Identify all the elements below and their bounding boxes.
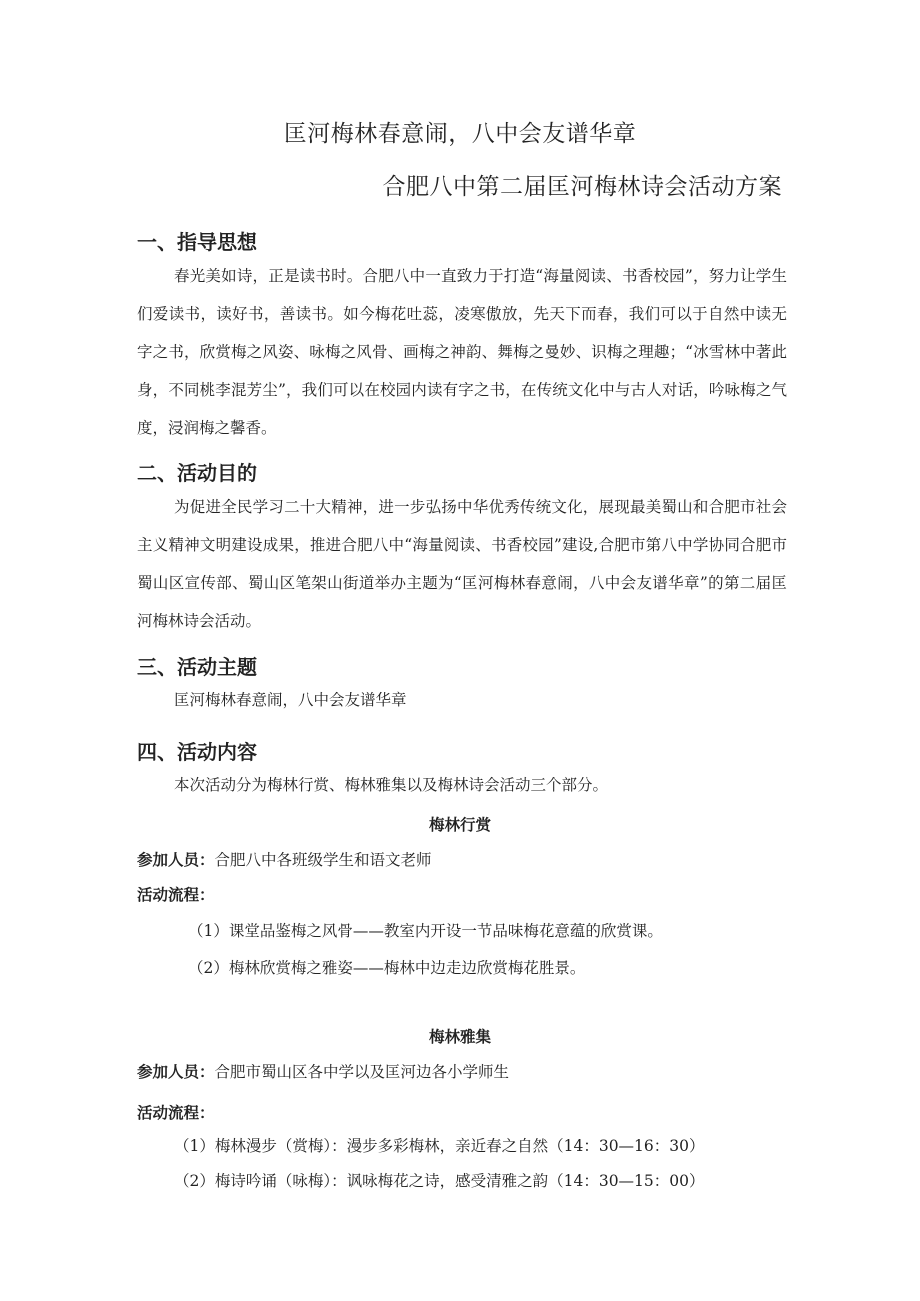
participants-label: 参加人员： xyxy=(137,1063,215,1081)
section-body-purpose: 为促进全民学习二十大精神，进一步弘扬中华优秀传统文化，展现最美蜀山和合肥市社会主义精神文明建设成果，推进合肥八中“海量阅读、书香校园”建设,合肥市第八中学协同合肥市蜀山区宣传部、蜀山区笔架山街道举办主题为“匡河梅林春意闹，八中会友谱华章”的第二届匡河梅林诗会活动。 xyxy=(137,498,787,630)
document-title: 匡河梅林春意闹，八中会友谱华章 xyxy=(283,121,637,147)
participants-value: 合肥市蜀山区各中学以及匡河边各小学师生 xyxy=(214,1063,510,1081)
part-title-plum-gathering: 梅林雅集 xyxy=(428,1028,491,1046)
section-body-guiding-thought: 春光美如诗，正是读书时。合肥八中一直致力于打造“海量阅读、书香校园”，努力让学生们爱读书，读好书，善读书。如今梅花吐蕊，凌寒傲放，先天下而春，我们可以于自然中读无字之书，欣赏梅之风姿、咏梅之风骨、画梅之神韵、舞梅之曼妙、识梅之理趣；“冰雪林中著此身，不同桃李混芳尘”，我们可以在校园内读有字之书，在传统文化中与古人对话，吟咏梅之气度，浸润梅之馨香。 xyxy=(137,267,787,437)
part-title-plum-walk: 梅林行赏 xyxy=(428,816,491,834)
section-heading-purpose: 二、活动目的 xyxy=(137,461,257,485)
process-step: （1）梅林漫步（赏梅）：漫步多彩梅林，亲近春之自然（14：30—16：30） xyxy=(174,1137,705,1155)
section-body-theme: 匡河梅林春意闹，八中会友谱华章 xyxy=(174,691,407,709)
document-subtitle: 合肥八中第二届匡河梅林诗会活动方案 xyxy=(382,174,782,200)
process-label: 活动流程： xyxy=(137,1104,215,1122)
section-heading-content: 四、活动内容 xyxy=(137,740,257,764)
section-heading-theme: 三、活动主题 xyxy=(137,655,257,679)
process-step: （1）课堂品鉴梅之风骨——教室内开设一节品味梅花意蕴的欣赏课。 xyxy=(188,922,663,940)
process-label: 活动流程： xyxy=(137,886,215,904)
participants-line xyxy=(137,1060,509,1082)
process-step: （2）梅诗吟诵（咏梅）：讽咏梅花之诗，感受清雅之韵（14：30—15：00） xyxy=(174,1172,705,1190)
section-heading-guiding-thought: 一、指导思想 xyxy=(137,230,257,254)
participants-label: 参加人员： xyxy=(137,851,215,869)
section-content-intro: 本次活动分为梅林行赏、梅林雅集以及梅林诗会活动三个部分。 xyxy=(174,776,609,794)
participants-value: 合肥八中各班级学生和语文老师 xyxy=(214,851,432,869)
process-step: （2）梅林欣赏梅之雅姿——梅林中边走边欣赏梅花胜景。 xyxy=(188,959,586,977)
participants-line xyxy=(137,848,432,870)
